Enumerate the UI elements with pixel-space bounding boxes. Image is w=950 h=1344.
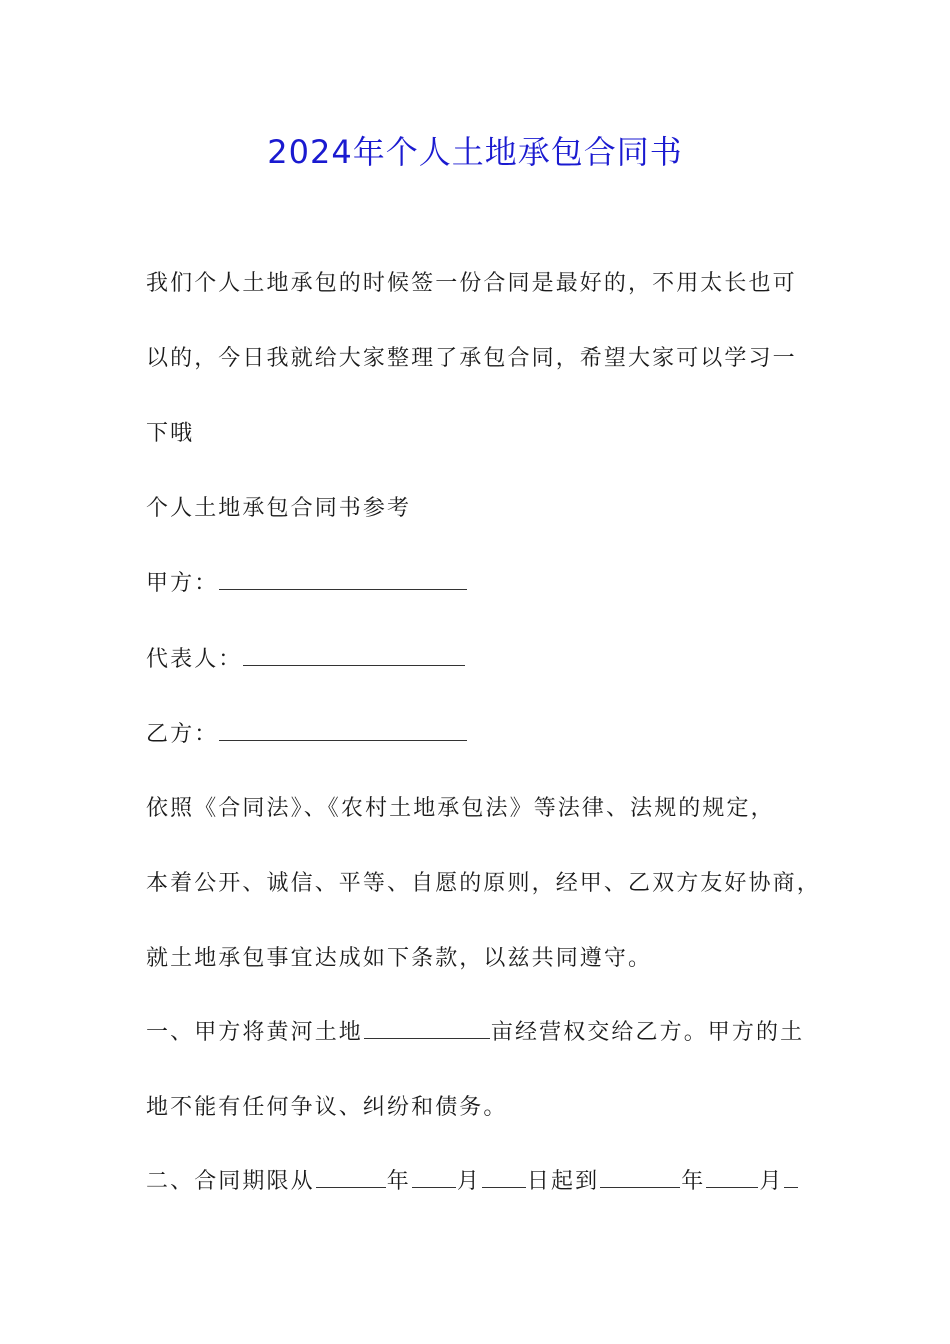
clause-1-line-2: 地不能有任何争议、纠纷和债务。 <box>146 1095 508 1120</box>
clause-1-text-a: 一、甲方将黄河土地 <box>146 1020 363 1045</box>
basis-line-1: 依照《合同法》、《农村土地承包法》等法律、法规的规定， <box>146 796 775 821</box>
party-a-label: 甲方： <box>146 571 219 596</box>
party-a-row <box>146 568 468 600</box>
clause-1-line-1 <box>146 1017 804 1049</box>
basis-line-3: 就土地承包事宜达成如下条款，以兹共同遵守。 <box>146 946 653 971</box>
trailing-blank <box>784 1167 798 1188</box>
end-month-blank <box>706 1167 758 1188</box>
start-month-blank <box>412 1167 456 1188</box>
representative-blank <box>243 645 465 666</box>
party-b-blank <box>219 720 467 741</box>
clause-2-text-b: 年 <box>386 1169 411 1194</box>
clause-2-text-c: 月 <box>456 1169 481 1194</box>
end-year-blank <box>600 1167 680 1188</box>
basis-line-2: 本着公开、诚信、平等、自愿的原则，经甲、乙双方友好协商， <box>146 871 821 896</box>
party-a-blank <box>219 569 467 590</box>
intro-line-3: 下哦 <box>146 421 195 446</box>
representative-label: 代表人： <box>146 647 243 672</box>
clause-2-text-d: 日起到 <box>526 1169 600 1194</box>
representative-row <box>146 644 466 676</box>
clause-2-text-e: 年 <box>681 1169 706 1194</box>
section-subtitle: 个人土地承包合同书参考 <box>146 496 412 521</box>
start-year-blank <box>316 1167 386 1188</box>
clause-2-line-1 <box>146 1166 799 1198</box>
party-b-label: 乙方： <box>146 722 219 747</box>
clause-2-text-a: 二、合同期限从 <box>146 1169 315 1194</box>
intro-line-1: 我们个人土地承包的时候签一份合同是最好的，不用太长也可 <box>146 271 797 296</box>
clause-2-text-f: 月 <box>759 1169 784 1194</box>
document-title: 2024年个人土地承包合同书 <box>267 133 683 171</box>
start-day-blank <box>482 1167 526 1188</box>
clause-1-text-b: 亩经营权交给乙方。甲方的土 <box>490 1020 805 1045</box>
party-b-row <box>146 719 468 751</box>
clause-1-area-blank <box>364 1018 490 1039</box>
intro-line-2: 以的，今日我就给大家整理了承包合同，希望大家可以学习一 <box>146 346 797 371</box>
